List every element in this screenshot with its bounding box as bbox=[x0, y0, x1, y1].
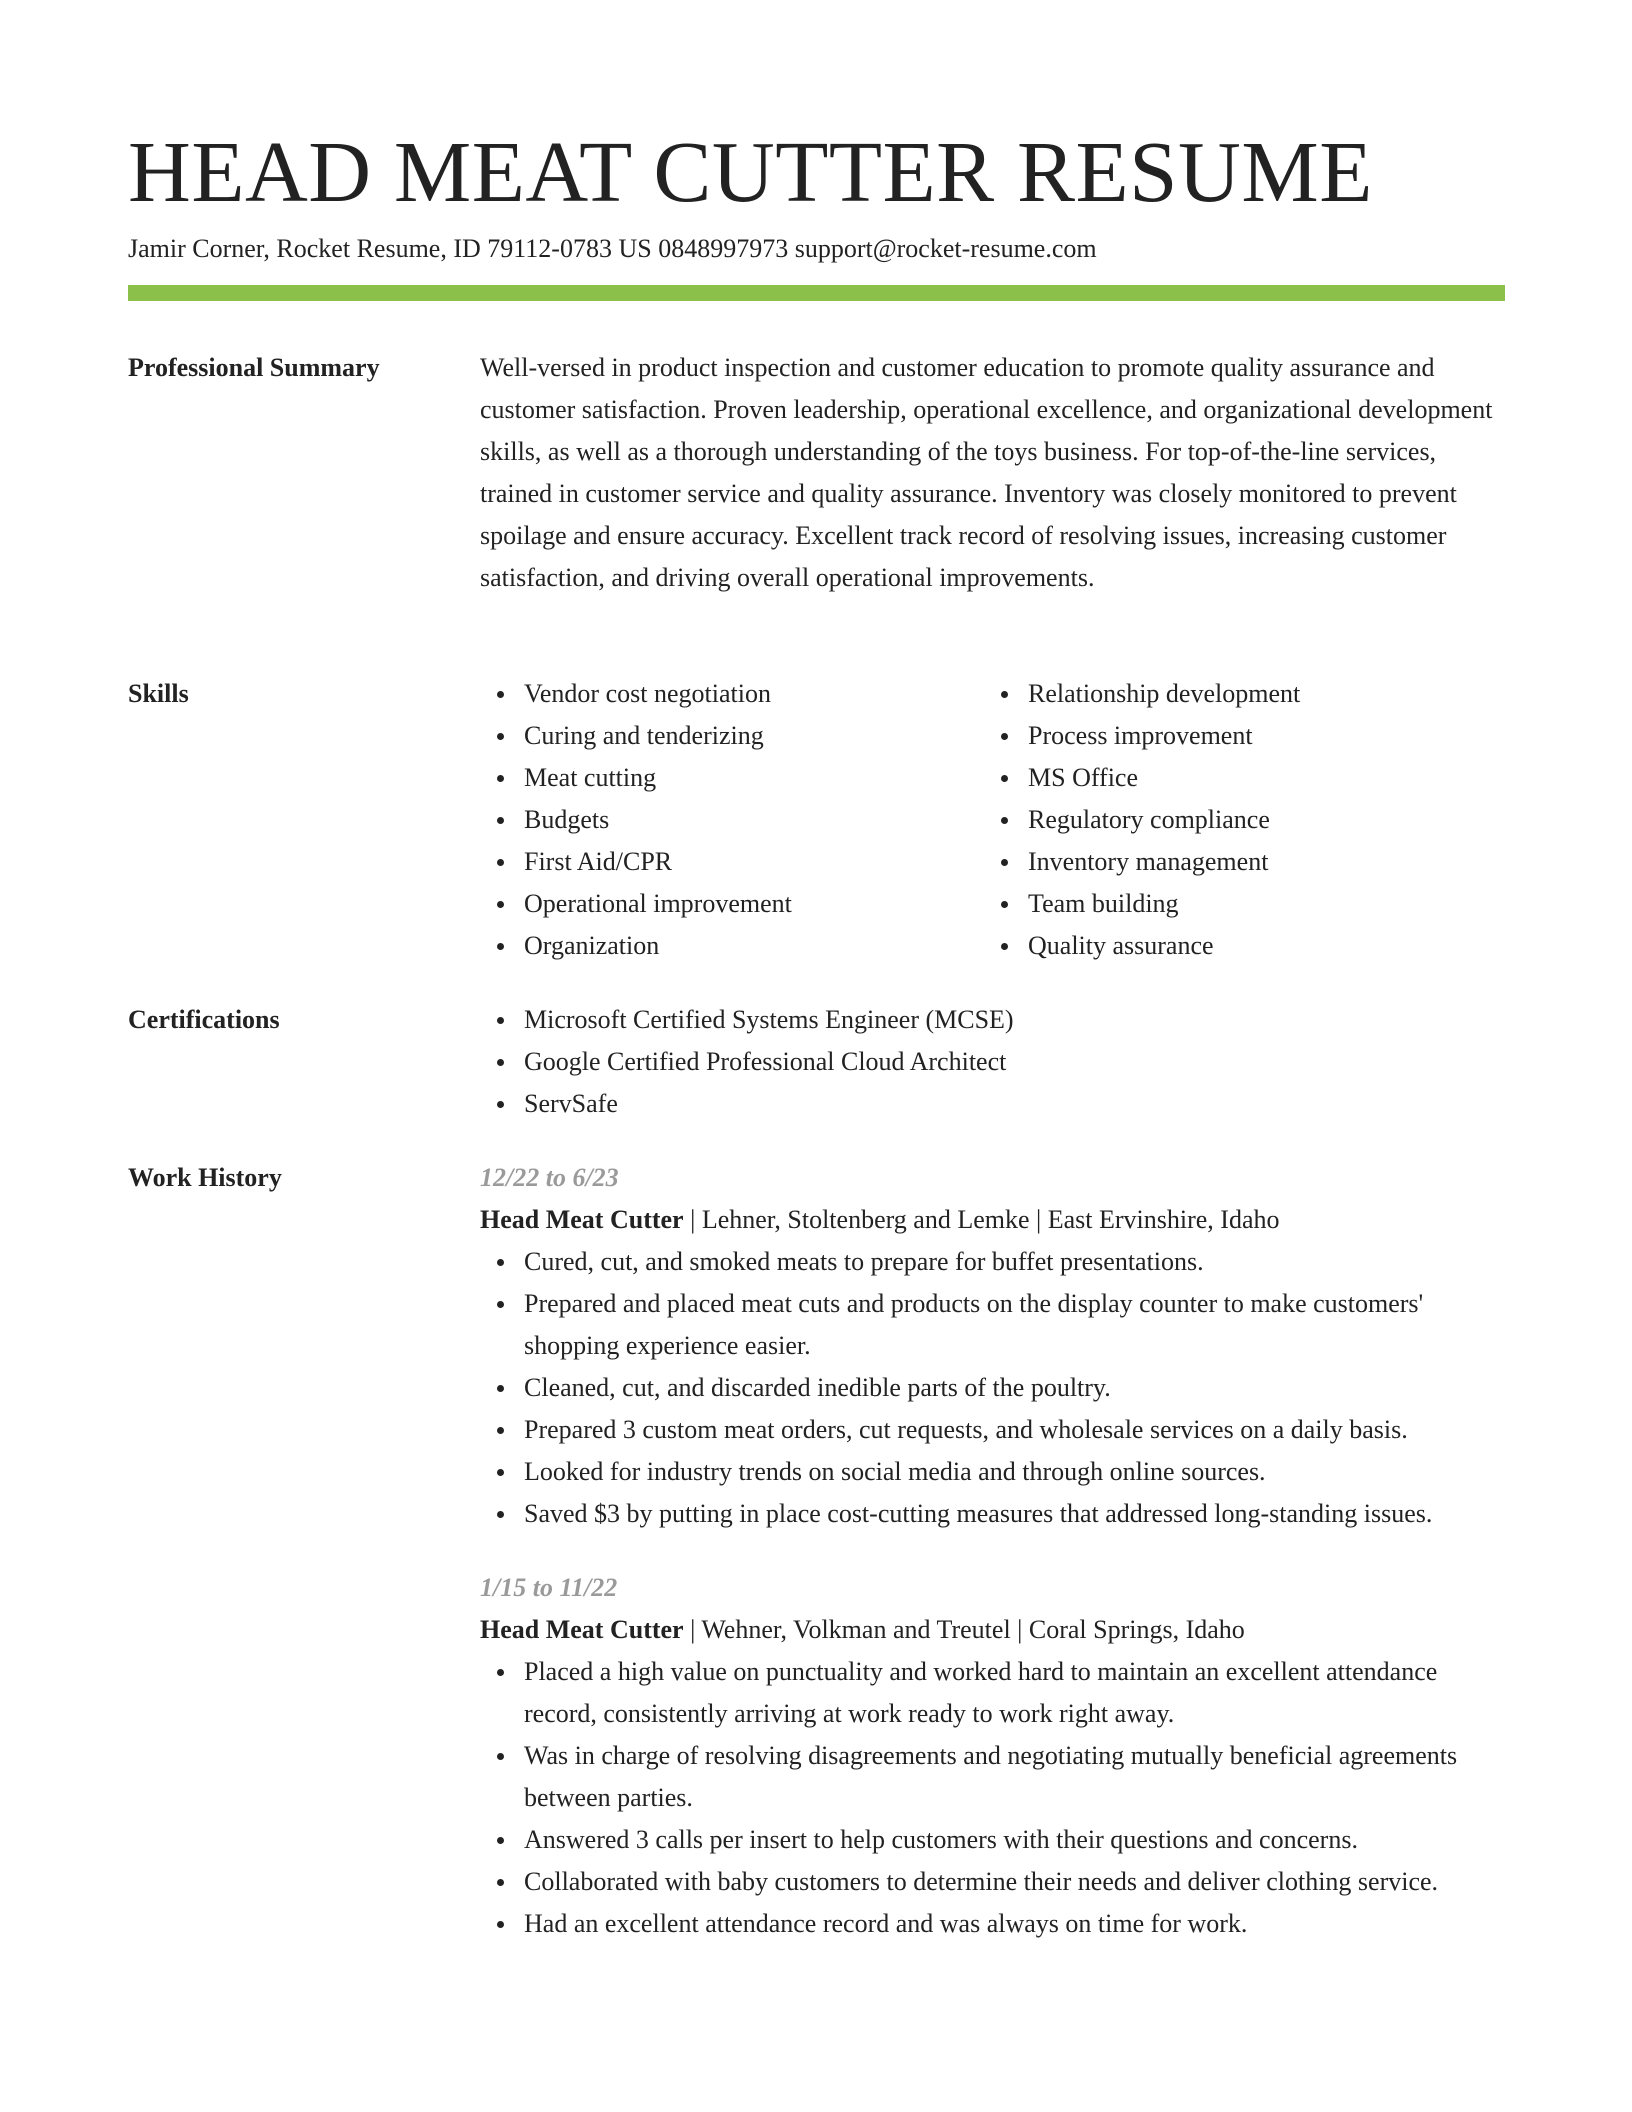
skill-item: Meat cutting bbox=[524, 757, 984, 799]
skill-item: MS Office bbox=[1028, 757, 1488, 799]
certifications-list bbox=[480, 999, 1505, 1125]
job-duty-item: Had an excellent attendance record and was always on time for work. bbox=[524, 1903, 1505, 1945]
job-employer-location: | Lehner, Stoltenberg and Lemke | East Ervinshire, Idaho bbox=[683, 1205, 1280, 1234]
contact-line: Jamir Corner, Rocket Resume, ID 79112-0783 US 0848997973 support@rocket-resume.com bbox=[128, 234, 1097, 263]
job-duty-item: Was in charge of resolving disagreements and negotiating mutually beneficial agreements between parties. bbox=[524, 1735, 1505, 1819]
section-heading-summary: Professional Summary bbox=[128, 353, 380, 382]
job-employer-location: | Wehner, Volkman and Treutel | Coral Springs, Idaho bbox=[683, 1615, 1245, 1644]
job-duty-item: Saved $3 by putting in place cost-cutting measures that addressed long-standing issues. bbox=[524, 1493, 1505, 1535]
certifications-body bbox=[480, 999, 1505, 1125]
job-entry bbox=[480, 1157, 1505, 1535]
job-duty-item: Cleaned, cut, and discarded inedible parts of the poultry. bbox=[524, 1367, 1505, 1409]
skill-item: Curing and tenderizing bbox=[524, 715, 984, 757]
section-heading-certifications: Certifications bbox=[128, 1005, 280, 1034]
skill-item: Vendor cost negotiation bbox=[524, 673, 984, 715]
skill-item: Inventory management bbox=[1028, 841, 1488, 883]
header-divider bbox=[128, 285, 1505, 301]
job-title: Head Meat Cutter bbox=[480, 1615, 684, 1644]
job-duty-item: Placed a high value on punctuality and worked hard to maintain an excellent attendance record, consistently arriving at work ready to work right away. bbox=[524, 1651, 1505, 1735]
skills-list-left bbox=[480, 673, 984, 967]
section-heading-skills: Skills bbox=[128, 679, 189, 708]
job-duty-item: Prepared 3 custom meat orders, cut requests, and wholesale services on a daily basis. bbox=[524, 1409, 1505, 1451]
skill-item: Quality assurance bbox=[1028, 925, 1488, 967]
certification-item: Google Certified Professional Cloud Architect bbox=[524, 1041, 1505, 1083]
section-heading-work-history: Work History bbox=[128, 1163, 282, 1192]
job-duty-item: Collaborated with baby customers to determine their needs and deliver clothing service. bbox=[524, 1861, 1505, 1903]
skills-body bbox=[480, 673, 1505, 967]
job-date: 1/15 to 11/22 bbox=[480, 1573, 618, 1602]
skill-item: Budgets bbox=[524, 799, 984, 841]
certification-item: Microsoft Certified Systems Engineer (MCSE) bbox=[524, 999, 1505, 1041]
job-duty-item: Answered 3 calls per insert to help customers with their questions and concerns. bbox=[524, 1819, 1505, 1861]
summary-body bbox=[480, 347, 1505, 599]
certification-item: ServSafe bbox=[524, 1083, 1505, 1125]
skill-item: Process improvement bbox=[1028, 715, 1488, 757]
skill-item: Team building bbox=[1028, 883, 1488, 925]
skill-item: Relationship development bbox=[1028, 673, 1488, 715]
work-history-body bbox=[480, 1157, 1505, 1945]
job-duties-list bbox=[480, 1651, 1505, 1945]
resume-title: HEAD MEAT CUTTER RESUME bbox=[128, 123, 1373, 220]
job-entry bbox=[480, 1567, 1505, 1945]
skills-list-right bbox=[984, 673, 1488, 967]
job-heading bbox=[480, 1609, 1505, 1651]
skills-column-left bbox=[480, 673, 984, 967]
job-date: 12/22 to 6/23 bbox=[480, 1163, 619, 1192]
job-duty-item: Looked for industry trends on social media and through online sources. bbox=[524, 1451, 1505, 1493]
skill-item: Operational improvement bbox=[524, 883, 984, 925]
job-heading bbox=[480, 1199, 1505, 1241]
skills-columns bbox=[480, 673, 1505, 967]
summary-text: Well-versed in product inspection and customer education to promote quality assurance and customer satisfaction. Proven leadership, operational excellence, and organizational development skills, as well as a thorough understanding of the toys business. For top-of-the-line services, trained in customer service and quality assurance. Inventory was closely monitored to prevent spoilage and ensure accuracy. Excellent track record of resolving issues, increasing customer satisfaction, and driving overall operational improvements. bbox=[480, 353, 1493, 592]
job-title: Head Meat Cutter bbox=[480, 1205, 684, 1234]
skills-column-right bbox=[984, 673, 1488, 967]
skill-item: Organization bbox=[524, 925, 984, 967]
skill-item: First Aid/CPR bbox=[524, 841, 984, 883]
job-duty-item: Prepared and placed meat cuts and products on the display counter to make customers' shopping experience easier. bbox=[524, 1283, 1505, 1367]
skill-item: Regulatory compliance bbox=[1028, 799, 1488, 841]
job-duties-list bbox=[480, 1241, 1505, 1535]
job-duty-item: Cured, cut, and smoked meats to prepare for buffet presentations. bbox=[524, 1241, 1505, 1283]
